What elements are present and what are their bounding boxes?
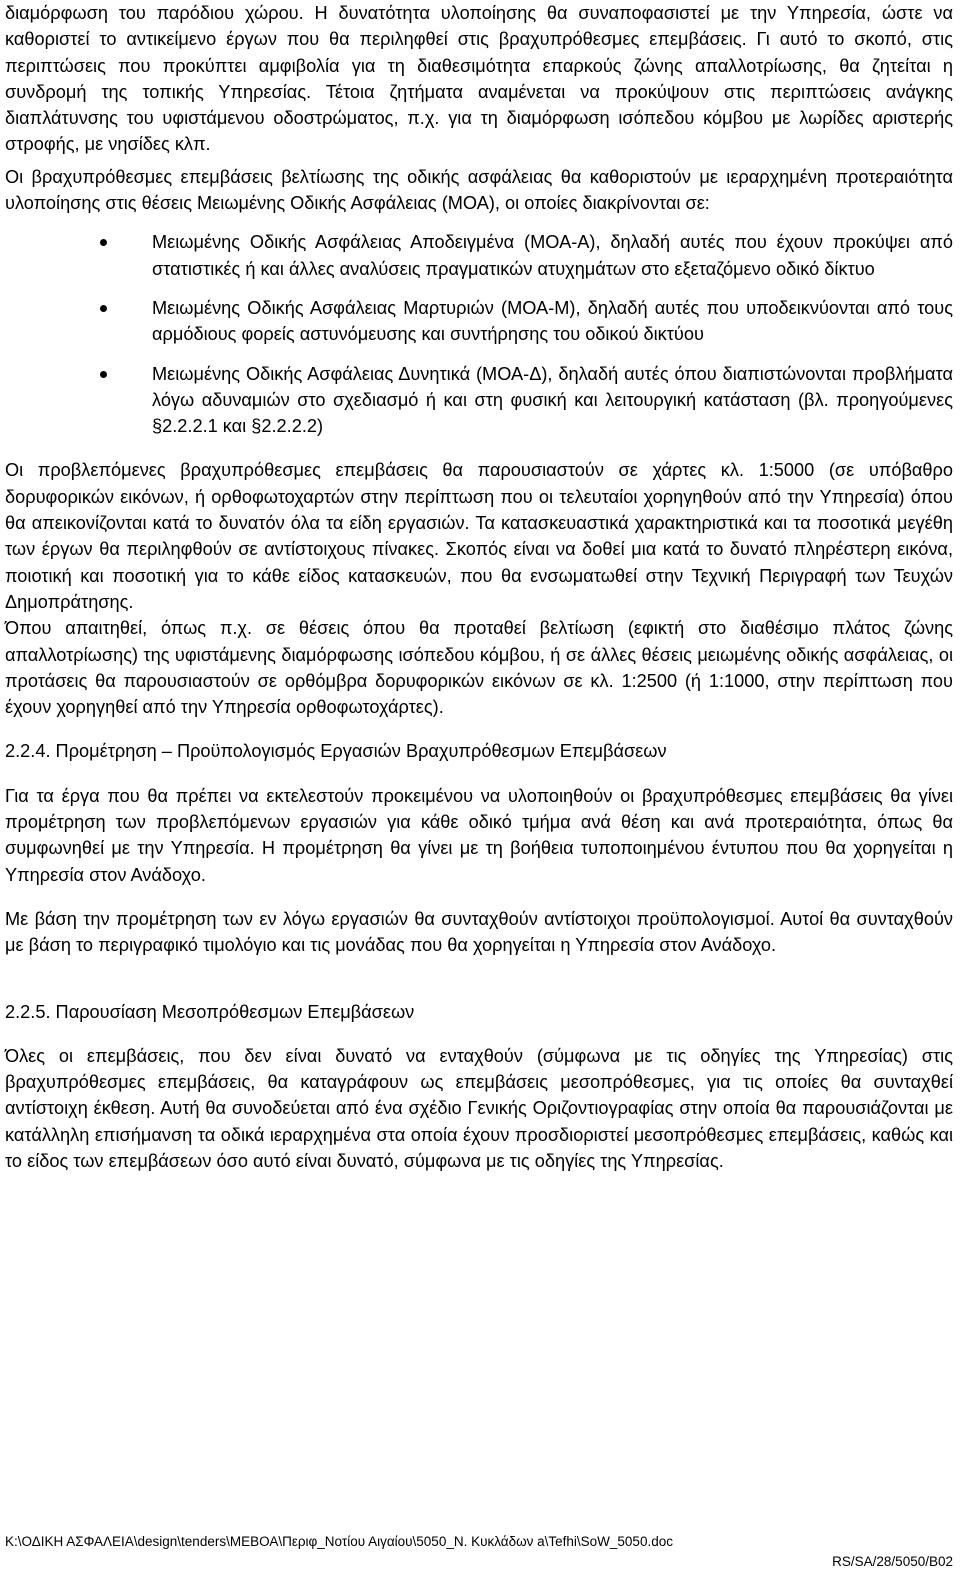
list-item (5, 361, 953, 440)
section-heading-2-2-5: 2.2.5. Παρουσίαση Μεσοπρόθεσμων Επεμβάσεων (5, 1001, 415, 1022)
paragraph-medium-term: Όλες οι επεμβάσεις, που δεν είναι δυνατό να ενταχθούν (σύμφωνα με τις οδηγίες της Υπηρεσίας) στις βραχυπρόθεσμες επεμβάσεις, θα καταγράφουν ως επεμβάσεις μεσοπρόθεσμες, για τις οποίες θα συνταχθεί αντίστοιχη έκθεση. Αυτή θα συνοδεύεται από ένα σχέδιο Γενικής Οριζοντιογραφίας στην οποία θα παρουσιάζονται με κατάλληλη επισήμανση τα οδικά ιεραρχημένα στα οποία έχουν προσδιοριστεί μεσοπρόθεσμες επεμβάσεις, καθώς και το είδος των επεμβάσεων όσο αυτό είναι δυνατό, σύμφωνα με τις οδηγίες της Υπηρεσίας. (5, 1045, 953, 1171)
section-heading-2-2-4: 2.2.4. Προμέτρηση – Προϋπολογισμός Εργασιών Βραχυπρόθεσμων Επεμβάσεων (5, 741, 667, 762)
paragraph-intro: διαμόρφωση του παρόδιου χώρου. Η δυνατότητα υλοποίησης θα συναποφασιστεί με την Υπηρεσία, ώστε να καθοριστεί το αντικείμενο έργων που θα περιληφθεί στις βραχυπρόθεσμες επεμβάσεις. Γι αυτό το σκοπό, στις περιπτώσεις που προκύπτει αμφιβολία για τη διαθεσιμότητα επαρκούς ζώνης απαλλοτρίωσης, θα ζητείται η συνδρομή της τοπικής Υπηρεσίας. Τέτοια ζητήματα αναμένεται να προκύψουν στις περιπτώσεις ανάγκης διαπλάτυνσης του υφιστάμενου οδοστρώματος, π.χ. για τη διαμόρφωση ισόπεδου κόμβου με λωρίδες αριστερής στροφής, με νησίδες κλπ. (5, 3, 953, 155)
list-item-text: Μειωμένης Οδικής Ασφάλειας Αποδειγμένα (ΜΟΑ-Α), δηλαδή αυτές που έχουν προκύψει από στατιστικές ή και άλλες αναλύσεις πραγματικών ατυχημάτων στο εξεταζόμενο οδικό δίκτυο (152, 232, 953, 279)
paragraph-measurement: Για τα έργα που θα πρέπει να εκτελεστούν προκειμένου να υλοποιηθούν οι βραχυπρόθεσμες επεμβάσεις θα γίνει προμέτρηση των προβλεπόμενων εργασιών για κάθε οδικό τμήμα ανά θέση και ανά προτεραιότητα, όπως θα συμφωνηθεί με την Υπηρεσία. Η προμέτρηση θα γίνει με τη βοήθεια τυποποιημένου έντυπου που θα χορηγείται η Υπηρεσία στον Ανάδοχο. (5, 785, 953, 885)
list-item (5, 295, 953, 348)
paragraph-budget: Με βάση την προμέτρηση των εν λόγω εργασιών θα συνταχθούν αντίστοιχοι προϋπολογισμοί. Αυτοί θα συνταχθούν με βάση το περιγραφικό τιμολόγιο και τις μονάδας που θα χορηγείται η Υπηρεσία στον Ανάδοχο. (5, 908, 953, 956)
footer-file-path: K:\ΟΔΙΚΗ ΑΣΦΑΛΕΙΑ\design\tenders\ΜΕΒΟΑ\Περιφ_Νοτίου Αιγαίου\5050_Ν. Κυκλάδων a\Tefhi\SoW_5050.doc (5, 1534, 673, 1549)
paragraph-moa: Οι βραχυπρόθεσμες επεμβάσεις βελτίωσης της οδικής ασφάλειας θα καθοριστούν με ιεραρχημένη προτεραιότητα υλοποίησης στις θέσεις Μειωμένης Οδικής Ασφάλειας (ΜΟΑ), οι οποίες διακρίνονται σε: (5, 166, 953, 214)
footer-reference: RS/SA/28/5050/B02 (832, 1554, 953, 1569)
bullet-icon (100, 371, 107, 378)
bullet-icon (100, 305, 107, 312)
moa-bullet-list (5, 229, 953, 439)
bullet-icon (100, 239, 107, 246)
paragraph-maps: Οι προβλεπόμενες βραχυπρόθεσμες επεμβάσεις θα παρουσιαστούν σε χάρτες κλ. 1:5000 (σε υπόβαθρο δορυφορικών εικόνων, ή ορθοφωτοχαρτών στην περίπτωση που οι τελευταίοι χορηγηθούν από την Υπηρεσία) όπου θα απεικονίζονται κατά το δυνατόν όλα τα είδη εργασιών. Τα κατασκευαστικά χαρακτηριστικά και τα ποσοτικά μεγέθη των έργων θα περιληφθούν σε αντίστοιχους πίνακες. Σκοπός είναι να δοθεί μια κατά το δυνατό πληρέστερη εικόνα, ποιοτική και ποσοτική για το κάθε είδος κατασκευών, που θα ενσωματωθεί στην Τεχνική Περιγραφή των Τευχών Δημοπράτησης. (5, 460, 953, 612)
page-footer (0, 1532, 953, 1572)
list-item-text: Μειωμένης Οδικής Ασφάλειας Δυνητικά (ΜΟΑ-Δ), δηλαδή αυτές όπου διαπιστώνονται προβλήματα λόγω αδυναμιών στο σχεδιασμό ή και στη φυσική και λειτουργική κατάσταση (βλ. προηγούμενες §2.2.2.1 και §2.2.2.2) (152, 363, 953, 437)
list-item-text: Μειωμένης Οδικής Ασφάλειας Μαρτυριών (ΜΟΑ-Μ), δηλαδή αυτές που υποδεικνύονται από τους αρμόδιους φορείς αστυνόμευσης και συντήρησης του οδικού δικτύου (152, 297, 953, 345)
list-item (5, 229, 953, 282)
paragraph-where-required: Όπου απαιτηθεί, όπως π.χ. σε θέσεις όπου θα προταθεί βελτίωση (εφικτή στο διαθέσιμο πλάτος ζώνης απαλλοτρίωσης) της υφιστάμενης διαμόρφωσης ισόπεδου κόμβου, ή σε άλλες θέσεις μειωμένης οδικής ασφάλειας, οι προτάσεις θα παρουσιαστούν σε ορθόμβρα δορυφορικών εικόνων σε κλ. 1:2500 (ή 1:1000, στην περίπτωση που έχουν χορηγηθεί από την Υπηρεσία ορθοφωτοχάρτες). (5, 618, 953, 718)
document-body (5, 0, 953, 1174)
